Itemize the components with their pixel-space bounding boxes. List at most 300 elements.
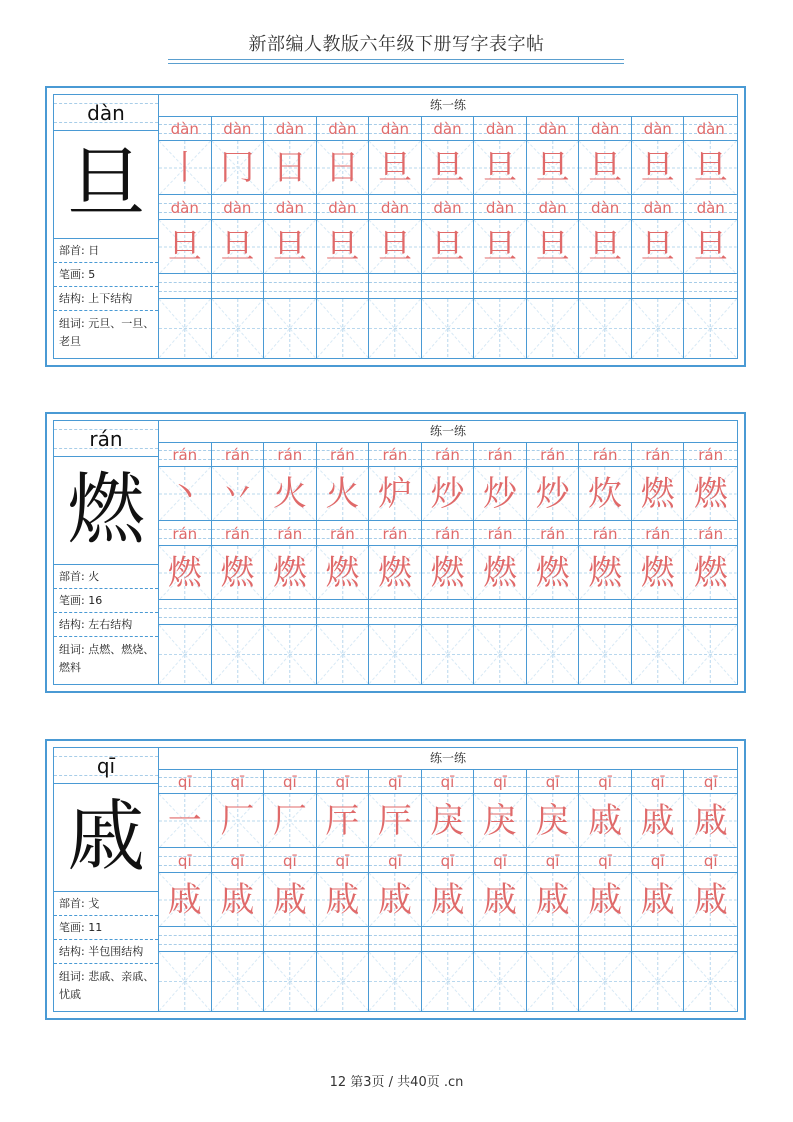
character-info-panel xyxy=(54,748,159,1011)
practice-cell[interactable] xyxy=(212,274,265,299)
practice-cell[interactable] xyxy=(632,927,685,952)
practice-cell[interactable] xyxy=(264,442,317,467)
practice-cell[interactable] xyxy=(369,873,422,927)
practice-cell[interactable] xyxy=(159,220,212,274)
practice-cell[interactable] xyxy=(684,769,737,794)
practice-cell[interactable] xyxy=(264,467,317,521)
practice-cell[interactable] xyxy=(684,442,737,467)
practice-cell[interactable] xyxy=(579,141,632,195)
practice-cell[interactable] xyxy=(579,769,632,794)
practice-row xyxy=(159,873,737,927)
practice-cell[interactable] xyxy=(527,521,580,546)
practice-cell[interactable] xyxy=(527,873,580,927)
practice-cell[interactable] xyxy=(422,873,475,927)
practice-cell[interactable] xyxy=(527,195,580,220)
practice-cell[interactable] xyxy=(632,274,685,299)
practice-cell[interactable] xyxy=(422,195,475,220)
practice-cell[interactable] xyxy=(632,873,685,927)
practice-cell[interactable] xyxy=(684,220,737,274)
cell-pinyin: rán xyxy=(645,525,671,543)
trace-character: 旦 xyxy=(535,227,570,267)
practice-cell[interactable] xyxy=(212,848,265,873)
practice-cell[interactable] xyxy=(579,195,632,220)
practice-cell[interactable] xyxy=(317,116,370,141)
model-character: 戚 xyxy=(54,784,158,892)
cell-pinyin: dàn xyxy=(538,199,567,217)
practice-row xyxy=(159,116,737,141)
practice-cell[interactable] xyxy=(264,769,317,794)
cell-pinyin: dàn xyxy=(275,120,304,138)
practice-cell[interactable] xyxy=(369,274,422,299)
cell-pinyin: qī xyxy=(388,773,402,791)
trace-character: 炒 xyxy=(430,474,465,514)
practice-cell[interactable] xyxy=(474,195,527,220)
practice-cell[interactable] xyxy=(527,442,580,467)
stroke-count-label: 笔画: 11 xyxy=(54,916,158,940)
practice-cell[interactable] xyxy=(527,769,580,794)
practice-cell[interactable] xyxy=(474,873,527,927)
practice-cell[interactable] xyxy=(632,521,685,546)
tian-grid-guide xyxy=(212,952,264,1011)
practice-cell[interactable] xyxy=(317,546,370,600)
practice-cell[interactable] xyxy=(159,521,212,546)
practice-cell[interactable] xyxy=(264,625,317,684)
practice-cell[interactable] xyxy=(212,141,265,195)
trace-character: 燃 xyxy=(693,474,728,514)
cell-pinyin: dàn xyxy=(275,199,304,217)
practice-cell[interactable] xyxy=(159,116,212,141)
cell-pinyin: rán xyxy=(487,525,513,543)
cell-pinyin: dàn xyxy=(223,199,252,217)
doc-title: 新部编人教版六年级下册写字表字帖 xyxy=(248,34,545,55)
practice-cell[interactable] xyxy=(159,769,212,794)
practice-cell[interactable] xyxy=(159,952,212,1011)
trace-character: 燃 xyxy=(483,553,518,593)
cell-pinyin: qī xyxy=(493,773,507,791)
practice-cell[interactable] xyxy=(474,299,527,358)
practice-cell[interactable] xyxy=(684,274,737,299)
practice-cell[interactable] xyxy=(422,769,475,794)
practice-cell[interactable] xyxy=(159,625,212,684)
practice-cell[interactable] xyxy=(684,625,737,684)
practice-cell[interactable] xyxy=(317,952,370,1011)
practice-cell[interactable] xyxy=(159,195,212,220)
cell-pinyin: rán xyxy=(382,525,408,543)
practice-cell[interactable] xyxy=(159,141,212,195)
practice-cell[interactable] xyxy=(632,600,685,625)
practice-cell[interactable] xyxy=(684,794,737,848)
practice-cell[interactable] xyxy=(474,467,527,521)
cell-pinyin: rán xyxy=(224,525,250,543)
practice-cell[interactable] xyxy=(474,116,527,141)
cell-pinyin: rán xyxy=(487,446,513,464)
tian-grid-guide xyxy=(264,625,316,684)
practice-cell[interactable] xyxy=(159,848,212,873)
trace-character: 燃 xyxy=(430,553,465,593)
tian-grid-guide xyxy=(369,299,421,358)
practice-cell[interactable] xyxy=(159,442,212,467)
practice-cell[interactable] xyxy=(212,927,265,952)
practice-cell[interactable] xyxy=(632,116,685,141)
practice-cell[interactable] xyxy=(369,848,422,873)
practice-cell[interactable] xyxy=(684,116,737,141)
trace-character: 戾 xyxy=(535,801,570,841)
practice-cell[interactable] xyxy=(369,521,422,546)
practice-cell[interactable] xyxy=(422,220,475,274)
practice-cell[interactable] xyxy=(474,546,527,600)
practice-row xyxy=(159,769,737,794)
practice-cell[interactable] xyxy=(264,848,317,873)
page-footer: 12 第3页 / 共40页 .cn xyxy=(329,1075,464,1090)
tian-grid-guide xyxy=(422,952,474,1011)
practice-grid xyxy=(159,95,737,358)
practice-row xyxy=(159,546,737,600)
pinyin-header xyxy=(54,95,158,131)
cell-pinyin: dàn xyxy=(170,120,199,138)
practice-cell[interactable] xyxy=(369,769,422,794)
trace-character: 戚 xyxy=(325,880,360,920)
practice-cell[interactable] xyxy=(317,141,370,195)
practice-cell[interactable] xyxy=(369,467,422,521)
cell-pinyin: dàn xyxy=(433,199,462,217)
practice-cell[interactable] xyxy=(422,274,475,299)
practice-cell[interactable] xyxy=(264,546,317,600)
tian-grid-guide xyxy=(159,952,211,1011)
trace-character: 丨 xyxy=(167,148,202,188)
practice-cell[interactable] xyxy=(474,769,527,794)
practice-cell[interactable] xyxy=(317,521,370,546)
practice-cell[interactable] xyxy=(317,794,370,848)
trace-character: 戚 xyxy=(272,880,307,920)
practice-cell[interactable] xyxy=(264,873,317,927)
practice-cell[interactable] xyxy=(422,625,475,684)
practice-cell[interactable] xyxy=(579,546,632,600)
cell-pinyin: qī xyxy=(650,773,665,791)
trace-character: 燃 xyxy=(640,553,675,593)
trace-character: 戚 xyxy=(167,880,202,920)
practice-cell[interactable] xyxy=(632,442,685,467)
practice-cell[interactable] xyxy=(264,116,317,141)
practice-cell[interactable] xyxy=(632,546,685,600)
practice-cell[interactable] xyxy=(422,952,475,1011)
trace-character: 旦 xyxy=(640,148,675,188)
practice-cell[interactable] xyxy=(632,952,685,1011)
practice-cell[interactable] xyxy=(527,299,580,358)
practice-cell[interactable] xyxy=(159,299,212,358)
practice-cell[interactable] xyxy=(684,600,737,625)
practice-cell[interactable] xyxy=(317,625,370,684)
practice-row xyxy=(159,220,737,274)
practice-cell[interactable] xyxy=(684,927,737,952)
practice-row xyxy=(159,299,737,358)
practice-cell[interactable] xyxy=(684,141,737,195)
practice-cell[interactable] xyxy=(474,952,527,1011)
practice-cell[interactable] xyxy=(159,274,212,299)
cell-pinyin: qī xyxy=(283,852,297,870)
practice-cell[interactable] xyxy=(317,442,370,467)
pinyin-main: dàn xyxy=(87,101,125,125)
cell-pinyin: rán xyxy=(645,446,671,464)
practice-cell[interactable] xyxy=(527,141,580,195)
practice-cell[interactable] xyxy=(632,299,685,358)
stroke-count-label: 笔画: 16 xyxy=(54,589,158,613)
tian-grid-guide xyxy=(632,952,684,1011)
practice-cell[interactable] xyxy=(579,794,632,848)
practice-cell[interactable] xyxy=(369,442,422,467)
card-inner xyxy=(53,747,738,1012)
practice-cell[interactable] xyxy=(369,927,422,952)
practice-cell[interactable] xyxy=(264,521,317,546)
practice-cell[interactable] xyxy=(579,625,632,684)
practice-cell[interactable] xyxy=(422,521,475,546)
practice-cell[interactable] xyxy=(317,927,370,952)
practice-cell[interactable] xyxy=(474,220,527,274)
practice-cell[interactable] xyxy=(422,442,475,467)
practice-cell[interactable] xyxy=(317,873,370,927)
character-card xyxy=(45,86,746,367)
practice-cell[interactable] xyxy=(212,467,265,521)
title-rule-bottom xyxy=(168,63,624,64)
practice-cell[interactable] xyxy=(317,848,370,873)
practice-cell[interactable] xyxy=(579,521,632,546)
trace-character: 旦 xyxy=(588,148,623,188)
practice-cell[interactable] xyxy=(579,467,632,521)
practice-cell[interactable] xyxy=(159,600,212,625)
character-info-panel xyxy=(54,95,159,358)
tian-grid-guide xyxy=(474,625,526,684)
practice-cell[interactable] xyxy=(632,769,685,794)
tian-grid-guide xyxy=(527,625,579,684)
practice-cell[interactable] xyxy=(474,141,527,195)
practice-cell[interactable] xyxy=(369,600,422,625)
practice-cell[interactable] xyxy=(579,442,632,467)
practice-cell[interactable] xyxy=(159,873,212,927)
practice-cell[interactable] xyxy=(369,116,422,141)
practice-cell[interactable] xyxy=(474,625,527,684)
practice-header: 练一练 xyxy=(159,421,737,443)
practice-cell[interactable] xyxy=(369,141,422,195)
practice-cell[interactable] xyxy=(422,927,475,952)
practice-cell[interactable] xyxy=(422,467,475,521)
title-rule-top xyxy=(168,59,624,60)
trace-character: 旦 xyxy=(588,227,623,267)
practice-cell[interactable] xyxy=(317,195,370,220)
practice-cell[interactable] xyxy=(422,794,475,848)
practice-cell[interactable] xyxy=(579,952,632,1011)
practice-cell[interactable] xyxy=(474,274,527,299)
cell-pinyin: qī xyxy=(440,773,455,791)
practice-cell[interactable] xyxy=(212,195,265,220)
practice-cell[interactable] xyxy=(264,195,317,220)
practice-cell[interactable] xyxy=(632,625,685,684)
practice-cell[interactable] xyxy=(579,299,632,358)
practice-cell[interactable] xyxy=(632,195,685,220)
practice-cell[interactable] xyxy=(422,546,475,600)
practice-cell[interactable] xyxy=(422,299,475,358)
practice-row xyxy=(159,848,737,873)
practice-cell[interactable] xyxy=(212,521,265,546)
practice-cell[interactable] xyxy=(212,220,265,274)
practice-cell[interactable] xyxy=(632,467,685,521)
practice-cell[interactable] xyxy=(422,848,475,873)
practice-cell[interactable] xyxy=(527,600,580,625)
cell-pinyin: qī xyxy=(335,852,350,870)
practice-cell[interactable] xyxy=(684,952,737,1011)
practice-cell[interactable] xyxy=(369,794,422,848)
trace-character: 戾 xyxy=(483,801,518,841)
practice-cell[interactable] xyxy=(527,274,580,299)
practice-cell[interactable] xyxy=(474,794,527,848)
practice-cell[interactable] xyxy=(264,220,317,274)
practice-cell[interactable] xyxy=(264,952,317,1011)
practice-cell[interactable] xyxy=(474,442,527,467)
practice-cell[interactable] xyxy=(317,769,370,794)
practice-cell[interactable] xyxy=(684,873,737,927)
practice-cell[interactable] xyxy=(369,195,422,220)
cell-pinyin: dàn xyxy=(170,199,199,217)
practice-cell[interactable] xyxy=(212,769,265,794)
practice-cell[interactable] xyxy=(579,600,632,625)
practice-cell[interactable] xyxy=(632,141,685,195)
cell-pinyin: rán xyxy=(329,525,355,543)
practice-cell[interactable] xyxy=(264,274,317,299)
trace-character: 燃 xyxy=(535,553,570,593)
practice-cell[interactable] xyxy=(684,195,737,220)
practice-cell[interactable] xyxy=(474,927,527,952)
cell-pinyin: qī xyxy=(230,852,245,870)
practice-cell[interactable] xyxy=(632,848,685,873)
practice-cell[interactable] xyxy=(527,794,580,848)
trace-character: 炉 xyxy=(377,474,412,514)
word-examples: 组词: 元旦、一旦、老旦 xyxy=(59,317,155,348)
practice-cell[interactable] xyxy=(212,116,265,141)
trace-character: 丷 xyxy=(220,474,255,514)
tian-grid-guide xyxy=(474,299,526,358)
cell-pinyin: qī xyxy=(598,852,612,870)
practice-cell[interactable] xyxy=(317,274,370,299)
trace-character: 燃 xyxy=(588,553,623,593)
practice-cell[interactable] xyxy=(579,220,632,274)
practice-cell[interactable] xyxy=(212,600,265,625)
practice-cell[interactable] xyxy=(422,600,475,625)
practice-cell[interactable] xyxy=(317,299,370,358)
practice-cell[interactable] xyxy=(632,220,685,274)
practice-cell[interactable] xyxy=(579,274,632,299)
trace-character: 燃 xyxy=(220,553,255,593)
practice-cell[interactable] xyxy=(527,952,580,1011)
practice-cell[interactable] xyxy=(264,794,317,848)
practice-cell[interactable] xyxy=(264,600,317,625)
cell-pinyin: qī xyxy=(177,773,192,791)
cell-pinyin: dàn xyxy=(485,199,515,217)
practice-cell[interactable] xyxy=(212,952,265,1011)
practice-cell[interactable] xyxy=(422,116,475,141)
practice-cell[interactable] xyxy=(632,794,685,848)
practice-cell[interactable] xyxy=(159,794,212,848)
practice-cell[interactable] xyxy=(159,927,212,952)
trace-character: 旦 xyxy=(430,227,465,267)
practice-cell[interactable] xyxy=(369,952,422,1011)
trace-character: 戚 xyxy=(588,880,623,920)
cell-pinyin: dàn xyxy=(485,120,515,138)
practice-cell[interactable] xyxy=(684,521,737,546)
practice-cell[interactable] xyxy=(527,220,580,274)
trace-character: 日 xyxy=(325,148,360,188)
practice-cell[interactable] xyxy=(264,141,317,195)
practice-cell[interactable] xyxy=(212,546,265,600)
practice-cell[interactable] xyxy=(474,521,527,546)
practice-cell[interactable] xyxy=(369,299,422,358)
trace-character: 旦 xyxy=(167,227,202,267)
trace-character: 戚 xyxy=(377,880,412,920)
practice-cell[interactable] xyxy=(159,467,212,521)
practice-row xyxy=(159,600,737,625)
practice-cell[interactable] xyxy=(527,625,580,684)
trace-character: 旦 xyxy=(377,227,412,267)
practice-cell[interactable] xyxy=(684,546,737,600)
practice-cell[interactable] xyxy=(212,794,265,848)
practice-cell[interactable] xyxy=(264,299,317,358)
practice-cell[interactable] xyxy=(579,873,632,927)
practice-cell[interactable] xyxy=(369,546,422,600)
practice-row xyxy=(159,927,737,952)
practice-cell[interactable] xyxy=(317,600,370,625)
pinyin-header xyxy=(54,748,158,784)
trace-character: 厂 xyxy=(272,801,307,841)
practice-cell[interactable] xyxy=(579,927,632,952)
practice-cell[interactable] xyxy=(474,600,527,625)
cell-pinyin: rán xyxy=(172,446,198,464)
practice-cell[interactable] xyxy=(474,848,527,873)
character-card xyxy=(45,412,746,693)
practice-cell[interactable] xyxy=(264,927,317,952)
practice-cell[interactable] xyxy=(579,116,632,141)
practice-cell[interactable] xyxy=(212,873,265,927)
trace-character: 炊 xyxy=(588,474,623,514)
trace-character: 戚 xyxy=(220,880,255,920)
practice-cell[interactable] xyxy=(527,467,580,521)
practice-cell[interactable] xyxy=(317,220,370,274)
practice-cell[interactable] xyxy=(527,927,580,952)
practice-cell[interactable] xyxy=(369,220,422,274)
cell-pinyin: dàn xyxy=(328,199,357,217)
cell-pinyin: dàn xyxy=(223,120,252,138)
practice-cell[interactable] xyxy=(527,116,580,141)
practice-cell[interactable] xyxy=(212,299,265,358)
practice-cell[interactable] xyxy=(527,546,580,600)
cell-pinyin: dàn xyxy=(591,120,620,138)
trace-character: 厈 xyxy=(325,801,360,841)
practice-cell[interactable] xyxy=(212,625,265,684)
practice-cell[interactable] xyxy=(159,546,212,600)
tian-grid-guide xyxy=(579,299,631,358)
character-card xyxy=(45,739,746,1020)
practice-cell[interactable] xyxy=(527,848,580,873)
practice-cell[interactable] xyxy=(684,299,737,358)
word-examples: 组词: 悲戚、亲戚、忧戚 xyxy=(59,970,155,1001)
cell-pinyin: dàn xyxy=(538,120,567,138)
practice-cell[interactable] xyxy=(684,848,737,873)
tian-grid-guide xyxy=(474,952,526,1011)
cell-pinyin: qī xyxy=(703,773,718,791)
practice-cell[interactable] xyxy=(369,625,422,684)
tian-grid-guide xyxy=(212,299,264,358)
practice-cell[interactable] xyxy=(422,141,475,195)
practice-cell[interactable] xyxy=(212,442,265,467)
practice-cell[interactable] xyxy=(317,467,370,521)
practice-cell[interactable] xyxy=(579,848,632,873)
practice-cell[interactable] xyxy=(684,467,737,521)
